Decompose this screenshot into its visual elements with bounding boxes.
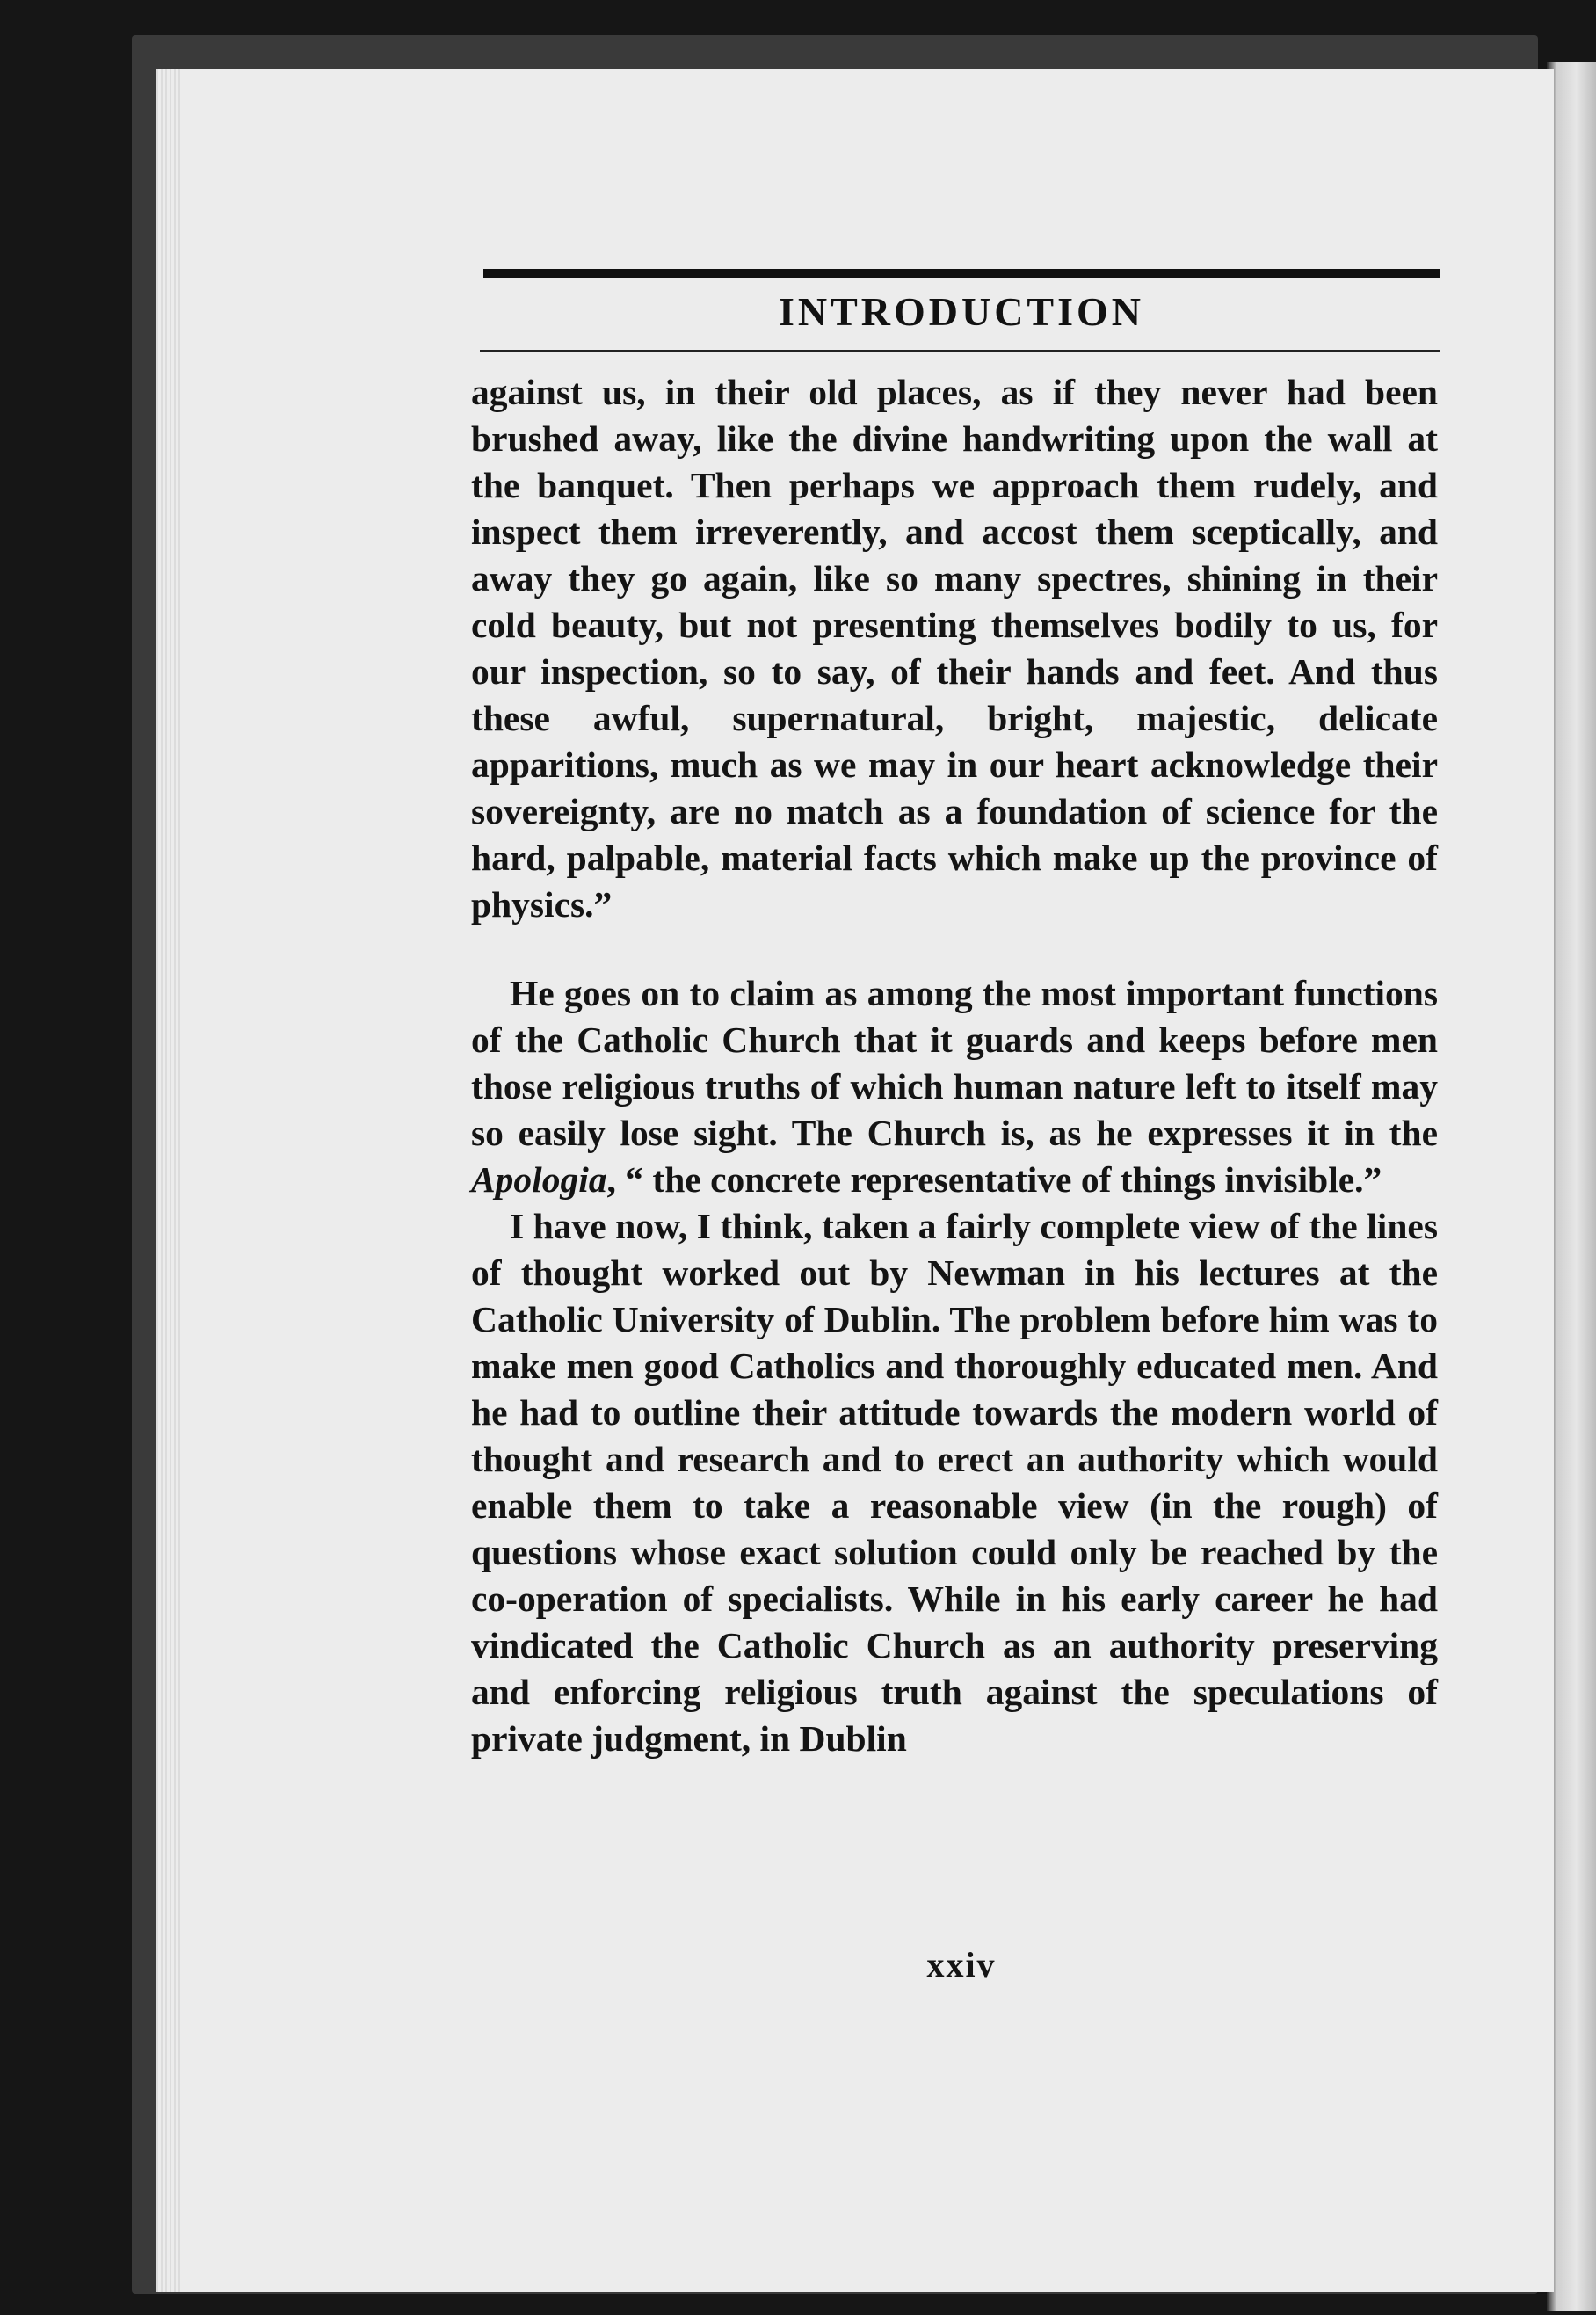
page-gutter-edge — [156, 69, 183, 2292]
running-head: INTRODUCTION — [778, 289, 1145, 334]
body-text — [471, 369, 1438, 1762]
paragraph-church-functions — [471, 970, 1438, 1203]
paragraph-text-end: , “ the concrete representative of things invisible.” — [606, 1159, 1382, 1200]
book-title-apologia: Apologia — [471, 1159, 607, 1200]
paragraph-newman-lectures: I have now, I think, taken a fairly complete view of the lines of thought worked out by Newman in his lectures at the Catholic University of Dublin. The problem before him was to make men good Catholics and thoroughly educated men. And he had to outline their attitude towards the modern world of thought and research and to erect an authority which would enable them to take a reasonable view (in the rough) of questions whose exact solution could only be reached by the co-operation of specialists. While in his early career he had vindicated the Catholic Church as an authority preserving and enforcing religious truth against the speculations of private judgment, in Dublin — [471, 1206, 1438, 1759]
header-rule-thick — [483, 269, 1440, 278]
facing-page-edge — [1547, 62, 1596, 2311]
paragraph-quotation-end: against us, in their old places, as if they never had been brushed away, like the divine handwriting upon the wall at the banquet. Then perhaps we approach them rudely, and inspect them irreverently, and accost them sceptically, and away they go again, like so many spectres, shining in their cold beauty, but not presenting themselves bodily to us, for our inspection, so to say, of their hands and feet. And thus these awful, supernatural, bright, majestic, delicate apparitions, much as we may in our heart acknowledge their sovereignty, are no match as a foundation of science for the hard, palpable, material facts which make up the province of physics.” — [471, 372, 1438, 925]
header-rule-thin — [480, 350, 1440, 352]
paragraph-text-start: He goes on to claim as among the most important functions of the Catholic Church that it guards and keeps before men those religious truths of which human nature left to itself may so easily lose sight. The Church is, as he expresses it in the — [471, 973, 1438, 1153]
page-number: xxiv — [926, 1945, 997, 1985]
